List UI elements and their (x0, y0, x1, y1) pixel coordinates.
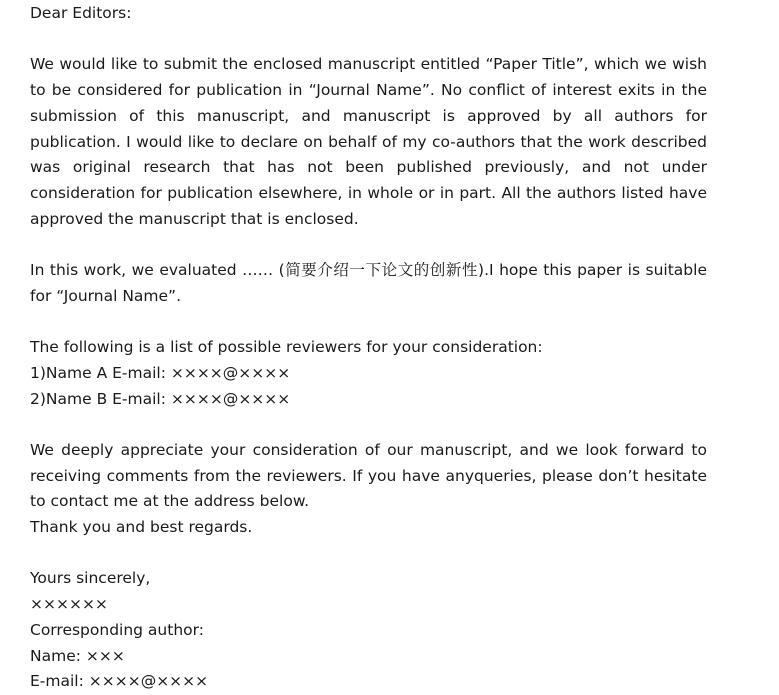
reviewer-item: 1)Name A E-mail: ××××@×××× (30, 363, 291, 382)
closing: Yours sincerely, (30, 569, 151, 588)
reviewer-item: 2)Name B E-mail: ××××@×××× (30, 389, 291, 408)
contact-email: E-mail: ××××@×××× (30, 672, 209, 691)
work-summary-paragraph: In this work, we evaluated …… (简要介绍一下论文的创新性).I hope this paper is suitable for “Journal Name”. (30, 261, 707, 305)
cover-letter (30, 1, 707, 695)
appreciation-paragraph: We deeply appreciate your consideration of our manuscript, and we look forward to receiving comments from the reviewers. If you have anyqueries, please don’t hesitate to contact me at the address below. (30, 440, 707, 511)
spacer (30, 412, 707, 438)
thanks-line: Thank you and best regards. (30, 518, 253, 536)
contact-name: Name: ××× (30, 646, 125, 665)
submission-paragraph: We would like to submit the enclosed manuscript entitled “Paper Title”, which we wish to be considered for publication in “Journal Name”. No conflict of interest exits in the submission of this manuscript, and manuscript is approved by all authors for publication. I would like to declare on behalf of my co-authors that the work described was original research that has not been published previously, and not under consideration for publication elsewhere, in whole or in part. All the authors listed have approved the manuscript that is enclosed. (30, 55, 707, 228)
salutation: Dear Editors: (30, 4, 132, 22)
reviewers-intro: The following is a list of possible reviewers for your consideration: (30, 338, 543, 357)
spacer (30, 541, 707, 567)
spacer (30, 232, 707, 258)
spacer (30, 27, 707, 53)
signature: ×××××× (30, 595, 108, 614)
corresponding-author-label: Corresponding author: (30, 620, 204, 639)
spacer (30, 309, 707, 335)
